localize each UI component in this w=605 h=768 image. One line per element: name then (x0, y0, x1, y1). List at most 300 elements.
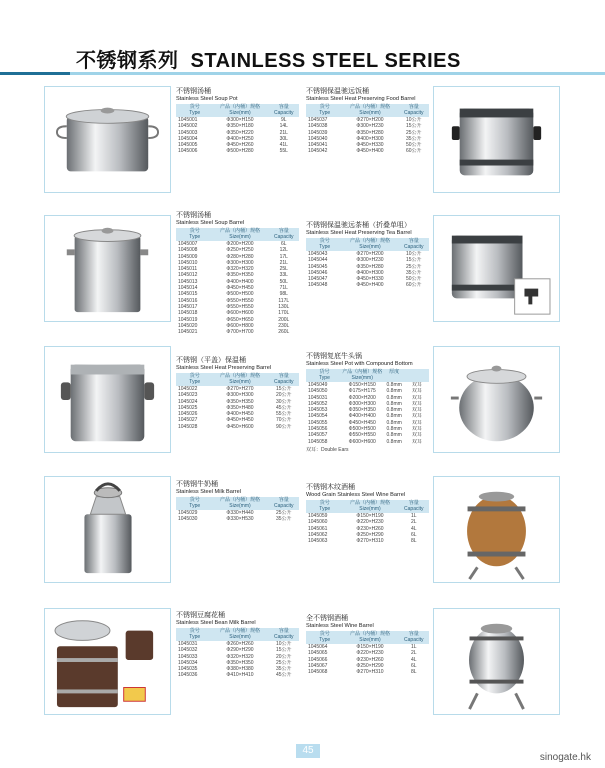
table-cell: Φ270×H270 (226, 386, 254, 392)
table-cell: 25公升 (275, 659, 292, 666)
table-cell: Φ450×H330 (356, 142, 384, 149)
table-cell: Φ350×H350 (226, 659, 254, 666)
table-cell: 双耳 (411, 413, 422, 420)
table-cell: 1045038 (308, 123, 328, 130)
table-cell: Φ330×H440 (226, 510, 254, 516)
product-block-wine-barrel (306, 615, 429, 675)
table-cell: 8L (410, 538, 417, 545)
table-cell: Φ450×H450 (348, 419, 376, 426)
compound-bottom-pot-image (433, 346, 560, 453)
table-cell: Φ350×H480 (226, 404, 254, 411)
wood-grain-wine-barrel-image (433, 476, 560, 583)
table-cell: Φ300×H230 (356, 123, 384, 130)
product-block-heat-barrel (176, 357, 299, 430)
table-cell: 41L (279, 142, 288, 149)
column-header: 货号 Type (319, 631, 331, 643)
table-cell: 117L (278, 297, 290, 304)
table-cell: 1045031 (308, 394, 328, 401)
table-cell: 10公升 (275, 641, 292, 647)
table-cell: 25公升 (405, 263, 422, 270)
table-cell: 98L (279, 291, 288, 298)
table-cell: 1045046 (308, 269, 328, 276)
table-cell: 双耳 (411, 407, 422, 414)
table-cell: Φ300×H300 (348, 400, 376, 407)
table-cell: 1045068 (308, 669, 328, 676)
table-cell: 1045033 (178, 653, 198, 660)
table-cell: 1045014 (178, 285, 198, 292)
table-cell: 1045052 (308, 400, 328, 407)
table-cell: 1045035 (178, 666, 198, 673)
table-cell: 200L (278, 316, 290, 323)
table-cell: 55公升 (275, 411, 292, 418)
table-cell: Φ600×H800 (226, 322, 254, 329)
table-cell: Φ350×H350 (348, 407, 376, 414)
soup-pot-image (44, 86, 171, 193)
header-rule (0, 72, 605, 75)
table-cell: 1045043 (308, 251, 328, 257)
table-cell: 10公升 (405, 251, 422, 257)
table-cell: 4L (410, 525, 417, 532)
table-cell: 55L (279, 148, 288, 155)
table-cell: 1L (410, 644, 417, 650)
column-header: 货号 Type (319, 500, 331, 512)
stainless-wine-barrel-image (433, 608, 560, 715)
table-cell: 25公升 (405, 129, 422, 136)
table-cell: 1045048 (308, 282, 328, 289)
column-header: 产品（内桶）规格 Size(mm) (219, 228, 260, 240)
milk-barrel-image (44, 476, 171, 583)
product-block-bean-milk-barrel (176, 612, 299, 679)
table-cell: 1045036 (178, 672, 198, 679)
table-cell: 35公升 (275, 666, 292, 673)
product-name-cn: 不锈钢牛奶桶 (176, 481, 218, 488)
table-cell: Φ600×H600 (348, 438, 376, 445)
column-header: 货号 Type (319, 369, 330, 381)
column-header-blank (405, 370, 429, 381)
table-cell: Φ400×H300 (356, 269, 384, 276)
table-cell: Φ150×H190 (356, 513, 384, 519)
table-cell: 1045029 (178, 510, 198, 516)
table-row (306, 439, 429, 445)
column-header: 货号 Type (319, 104, 331, 116)
table-cell: Φ250×H290 (356, 662, 384, 669)
table-cell: 双耳 (411, 382, 422, 388)
product-name-en: Wood Grain Stainless Steel Wine Barrel (306, 492, 406, 498)
product-name-cn: 不锈钢复底牛头锅 (306, 353, 362, 360)
table-cell: Φ500×H280 (226, 148, 254, 155)
table-row (306, 538, 429, 544)
table-cell: 1045008 (178, 247, 198, 254)
table-cell: Φ270×H200 (356, 251, 384, 257)
table-cell: 1045004 (178, 135, 198, 142)
table-cell: Φ250×H250 (226, 247, 254, 254)
product-name-en: Stainless Steel Bean Milk Barrel (176, 620, 256, 626)
table-cell: Φ290×H290 (226, 647, 254, 654)
table-cell: 1045030 (178, 516, 198, 523)
product-name-cn: 不锈钢汤桶 (176, 88, 211, 95)
column-header: 产品（内桶）规格 Size(mm) (349, 631, 390, 643)
column-header: 容量 Capacity (404, 104, 424, 116)
table-cell: 10公升 (405, 117, 422, 123)
table-cell: Φ450×H260 (226, 142, 254, 149)
table-cell: 1045018 (178, 310, 198, 317)
table-cell: Φ150×H190 (356, 644, 384, 650)
page-number: 45 (296, 744, 320, 758)
table-cell: 15公升 (275, 647, 292, 654)
table-cell: 1045032 (178, 647, 198, 654)
column-header: 产品（内桶）规格 Size(mm) (342, 369, 383, 381)
table-cell: 1045015 (178, 291, 198, 298)
table-cell: 1045031 (178, 641, 198, 647)
table-cell: 35公升 (275, 516, 292, 523)
table-cell: 0.8mm (386, 388, 402, 395)
table-cell: Φ200×H200 (348, 394, 376, 401)
table-cell: 1045060 (308, 519, 328, 526)
table-row (176, 516, 299, 522)
product-name-cn: 不锈钢木纹酒桶 (306, 484, 355, 491)
column-header: 产品（内桶）规格 Size(mm) (349, 238, 390, 250)
table-cell: Φ400×H400 (348, 413, 376, 420)
table-cell: Φ350×H350 (226, 272, 254, 279)
table-cell: 0.8mm (386, 394, 402, 401)
table-header (306, 238, 429, 251)
table-cell: Φ350×H350 (226, 398, 254, 405)
table-cell: 17L (279, 253, 288, 260)
product-block-soup-pot (176, 88, 299, 155)
table-cell: 35公升 (405, 269, 422, 276)
table-cell: Φ270×H310 (356, 538, 384, 545)
table-cell: 21L (279, 129, 288, 136)
table-cell: 25公升 (275, 510, 292, 516)
table-cell: 1045025 (178, 404, 198, 411)
product-name-en: Stainless Steel Milk Barrel (176, 489, 241, 495)
table-cell: 8L (410, 669, 417, 676)
table-cell: 260L (278, 329, 290, 336)
table-cell: 33L (279, 272, 288, 279)
table-cell: 21L (279, 259, 288, 266)
table-cell: 1045067 (308, 662, 328, 669)
table-cell: Φ380×H380 (226, 666, 254, 673)
table-cell: Φ300×H300 (226, 392, 254, 399)
table-cell: Φ300×H230 (356, 257, 384, 264)
table-cell: 30公升 (275, 398, 292, 405)
column-header: 容量 Capacity (274, 373, 294, 385)
table-cell: 1045040 (308, 135, 328, 142)
table-cell: 70公升 (275, 417, 292, 424)
table-cell: Φ300×H300 (226, 259, 254, 266)
column-header: 产品（内桶）规格 Size(mm) (219, 104, 260, 116)
soup-barrel-image (44, 215, 171, 322)
table-cell: 双耳 (411, 400, 422, 407)
column-header: 容量 Capacity (404, 631, 424, 643)
column-header: 产品（内桶）规格 Size(mm) (349, 104, 390, 116)
column-header: 容量 Capacity (274, 104, 294, 116)
page-title-en: STAINLESS STEEL SERIES (190, 50, 461, 72)
table-cell: 1045024 (178, 398, 198, 405)
table-cell: Φ550×H550 (226, 303, 254, 310)
table-cell: Φ220×H230 (356, 650, 384, 657)
column-header: 货号 Type (189, 628, 201, 640)
table-cell: Φ300×H150 (226, 117, 254, 123)
table-cell: Φ400×H450 (226, 411, 254, 418)
table-row (176, 424, 299, 430)
product-name-cn: 不锈钢豆腐花桶 (176, 612, 225, 619)
heat-preserving-tea-barrel-image (433, 215, 560, 322)
page-title-cn: 不锈钢系列 (76, 50, 179, 72)
table-cell: Φ450×H400 (356, 148, 384, 155)
table-cell: 1L (410, 513, 417, 519)
table-cell: 1045065 (308, 650, 328, 657)
product-name-en: Stainless Steel Heat Preserving Barrel (176, 365, 272, 371)
product-name-cn: 全不锈钢酒桶 (306, 615, 348, 622)
table-header (176, 373, 299, 386)
column-header: 容量 Capacity (404, 238, 424, 250)
product-block-compound-pot (306, 353, 429, 453)
column-header: 容量 Capacity (274, 628, 294, 640)
table-cell: 12L (279, 247, 288, 254)
table-cell: 9L (280, 117, 287, 123)
table-cell: 45公升 (275, 404, 292, 411)
table-cell: Φ350×H220 (226, 129, 254, 136)
table-header (176, 104, 299, 117)
table-cell: Φ500×H500 (226, 291, 254, 298)
table-row (176, 329, 299, 335)
table-cell: 1045061 (308, 525, 328, 532)
table-cell: Φ330×H530 (226, 516, 254, 523)
table-row (176, 672, 299, 678)
table-cell: Φ400×H400 (226, 278, 254, 285)
table-cell: 6L (410, 662, 417, 669)
table-cell: 1045001 (178, 117, 198, 123)
table-cell: 170L (278, 310, 290, 317)
table-cell: 50L (279, 278, 288, 285)
table-cell: 1045009 (178, 253, 198, 260)
table-cell: 1045064 (308, 644, 328, 650)
table-cell: 50公升 (405, 276, 422, 283)
table-cell: Φ550×H550 (348, 432, 376, 439)
table-cell: Φ320×H320 (226, 653, 254, 660)
table-cell: 1045045 (308, 263, 328, 270)
table-cell: 1045034 (178, 659, 198, 666)
table-cell: 15公升 (405, 257, 422, 264)
table-header (176, 628, 299, 641)
column-header: 产品（内桶）规格 Size(mm) (219, 497, 260, 509)
table-cell: 1045019 (178, 316, 198, 323)
table-cell: Φ450×H330 (356, 276, 384, 283)
table-cell: 1045063 (308, 538, 328, 545)
table-cell: 4L (410, 656, 417, 663)
table-cell: 0.8mm (386, 407, 402, 414)
table-cell: 1045002 (178, 123, 198, 130)
product-name-en: Stainless Steel Wine Barrel (306, 623, 374, 629)
table-cell: 1045023 (178, 392, 198, 399)
table-cell: 1045007 (178, 241, 198, 247)
column-header: 容量 Capacity (404, 500, 424, 512)
table-cell: Φ450×H450 (226, 285, 254, 292)
table-cell: Φ500×H500 (348, 426, 376, 433)
table-cell: 1045010 (178, 259, 198, 266)
table-cell: 90公升 (275, 423, 292, 430)
table-cell: Φ600×H600 (226, 310, 254, 317)
table-cell: 双耳 (411, 426, 422, 433)
product-name-en: Stainless Steel Heat Preserving Tea Barrel (306, 230, 412, 236)
table-row (176, 148, 299, 154)
table-cell: Φ250×H290 (356, 531, 384, 538)
table-cell: Φ350×H180 (226, 123, 254, 130)
table-cell: 15公升 (405, 123, 422, 130)
table-cell: 60公升 (405, 282, 422, 289)
table-cell: 25L (279, 266, 288, 273)
product-block-soup-barrel (176, 212, 299, 335)
column-header: 货号 Type (189, 373, 201, 385)
table-cell: Φ175×H175 (348, 388, 376, 395)
table-header (176, 228, 299, 241)
table-cell: 1045055 (308, 419, 328, 426)
product-block-wood-wine-barrel (306, 484, 429, 544)
table-cell: 1045012 (178, 272, 198, 279)
table-cell: 30L (279, 135, 288, 142)
table-cell: 1045056 (308, 426, 328, 433)
table-cell: 1045062 (308, 531, 328, 538)
table-cell: 1045050 (308, 388, 328, 395)
column-header: 货号 Type (189, 228, 201, 240)
table-cell: 20公升 (275, 392, 292, 399)
table-header (176, 497, 299, 510)
table-cell: Φ350×H280 (356, 129, 384, 136)
product-note: 双耳：Double Ears (306, 446, 349, 453)
table-cell: 14L (279, 123, 288, 130)
table-cell: 0.8mm (386, 382, 402, 388)
table-cell: 1045026 (178, 411, 198, 418)
column-header: 货号 Type (319, 238, 331, 250)
table-cell: 1045054 (308, 413, 328, 420)
table-cell: 60公升 (405, 148, 422, 155)
table-cell: 1045022 (178, 386, 198, 392)
table-cell: 1045006 (178, 148, 198, 155)
table-cell: 1045017 (178, 303, 198, 310)
table-cell: Φ270×H200 (356, 117, 384, 123)
table-cell: 0.8mm (386, 426, 402, 433)
table-row (306, 148, 429, 154)
table-cell: 2L (410, 519, 417, 526)
table-cell: 50公升 (405, 142, 422, 149)
table-cell: 1045016 (178, 297, 198, 304)
column-header: 货号 Type (189, 104, 201, 116)
table-cell: 0.8mm (386, 438, 402, 445)
product-block-milk-barrel (176, 481, 299, 523)
table-cell: 1045044 (308, 257, 328, 264)
table-cell: 1045058 (308, 438, 328, 445)
table-cell: Φ410×H410 (226, 672, 254, 679)
table-header (306, 500, 429, 513)
table-cell: Φ320×H320 (226, 266, 254, 273)
product-name-en: Stainless Steel Pot with Compound Bottom (306, 361, 413, 367)
table-cell: 35公升 (405, 135, 422, 142)
table-row (306, 669, 429, 675)
table-header (306, 631, 429, 644)
product-name-cn: 不锈钢（平盖）保温桶 (176, 357, 246, 364)
table-cell: Φ230×H260 (356, 656, 384, 663)
table-cell: 0.8mm (386, 400, 402, 407)
product-name-en: Stainless Steel Heat Preserving Food Barrel (306, 96, 416, 102)
table-cell: 15公升 (275, 386, 292, 392)
column-header: 产品（内桶）规格 Size(mm) (219, 373, 260, 385)
table-cell: Φ150×H150 (348, 382, 376, 388)
table-cell: 双耳 (411, 438, 422, 445)
table-cell: 0.8mm (386, 413, 402, 420)
table-cell: Φ400×H250 (226, 135, 254, 142)
table-cell: 1045057 (308, 432, 328, 439)
table-cell: Φ350×H280 (356, 263, 384, 270)
table-cell: 20公升 (275, 653, 292, 660)
table-cell: 2L (410, 650, 417, 657)
table-cell: 1045037 (308, 117, 328, 123)
table-cell: 1045047 (308, 276, 328, 283)
table-cell: Φ400×H300 (356, 135, 384, 142)
column-header: 厚度 (389, 369, 400, 375)
heat-preserving-food-barrel-image (433, 86, 560, 193)
table-cell: Φ200×H200 (226, 241, 254, 247)
table-cell: 1045041 (308, 142, 328, 149)
table-cell: Φ700×H700 (226, 329, 254, 336)
table-header (306, 104, 429, 117)
product-block-tea-barrel (306, 222, 429, 289)
table-cell: Φ270×H310 (356, 669, 384, 676)
table-cell: 1045003 (178, 129, 198, 136)
table-cell: Φ450×H600 (226, 423, 254, 430)
table-cell: 1045013 (178, 278, 198, 285)
product-block-food-barrel (306, 88, 429, 155)
table-cell: Φ280×H280 (226, 253, 254, 260)
page-title (76, 44, 461, 73)
column-header: 容量 Capacity (274, 228, 294, 240)
product-name-cn: 不锈钢保温驰远茶桶（折叠单咀） (306, 222, 411, 229)
site-url: sinogate.hk (539, 752, 591, 763)
table-row (306, 282, 429, 288)
column-header: 容量 Capacity (274, 497, 294, 509)
table-cell: 6L (410, 531, 417, 538)
table-cell: Φ650×H650 (226, 316, 254, 323)
table-cell: 45公升 (275, 672, 292, 679)
table-cell: 71L (279, 285, 288, 292)
product-name-cn: 不锈钢保温驰远饭桶 (306, 88, 369, 95)
table-cell: 1045042 (308, 148, 328, 155)
table-cell: 1045021 (178, 329, 198, 336)
table-cell: Φ450×H450 (226, 417, 254, 424)
flat-lid-heat-preserving-barrel-image (44, 346, 171, 453)
product-name-en: Stainless Steel Soup Barrel (176, 220, 245, 226)
table-cell: 1045053 (308, 407, 328, 414)
table-cell: 1045028 (178, 423, 198, 430)
table-cell: 双耳 (411, 432, 422, 439)
table-cell: 双耳 (411, 394, 422, 401)
table-cell: 1045027 (178, 417, 198, 424)
table-cell: 130L (278, 303, 290, 310)
product-name-en: Stainless Steel Soup Pot (176, 96, 238, 102)
table-cell: 1045066 (308, 656, 328, 663)
table-cell: Φ230×H260 (356, 525, 384, 532)
table-cell: 230L (278, 322, 290, 329)
table-cell: 1045059 (308, 513, 328, 519)
column-header: 货号 Type (189, 497, 201, 509)
table-cell: 0.8mm (386, 419, 402, 426)
table-cell: 0.8mm (386, 432, 402, 439)
table-cell: 1045020 (178, 322, 198, 329)
table-cell: Φ260×H260 (226, 641, 254, 647)
table-cell: 双耳 (411, 388, 422, 395)
table-cell: 双耳 (411, 419, 422, 426)
bean-milk-barrel-image (44, 608, 171, 715)
